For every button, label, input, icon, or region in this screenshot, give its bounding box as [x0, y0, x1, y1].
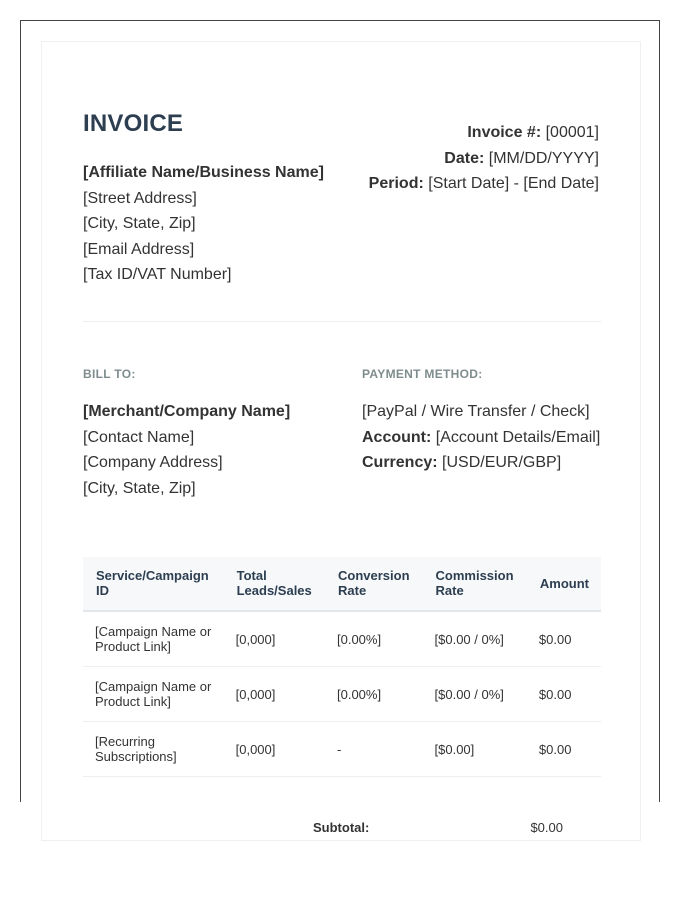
sender-block — [83, 160, 324, 288]
payment-method-label: PAYMENT METHOD: — [362, 367, 483, 381]
subtotal-value: $0.00 — [530, 820, 563, 835]
bill-to-address: [Company Address] — [83, 454, 223, 471]
invoice-period-label: Period: — [368, 175, 424, 192]
cell-conversion: [0.00%] — [325, 611, 423, 667]
cell-service: [Campaign Name or Product Link] — [83, 611, 224, 667]
subtotal-row — [83, 820, 601, 834]
sender-tax-id: [Tax ID/VAT Number] — [83, 266, 232, 283]
cell-service: [Campaign Name or Product Link] — [83, 667, 224, 722]
subtotal-label: Subtotal: — [313, 820, 370, 835]
header-divider — [83, 321, 601, 322]
header-commission: Commission Rate — [423, 557, 527, 611]
invoice-card — [41, 41, 641, 841]
cell-leads: [0,000] — [224, 722, 325, 777]
cell-amount: $0.00 — [527, 722, 601, 777]
bill-to-city: [City, State, Zip] — [83, 479, 196, 497]
cell-amount: $0.00 — [527, 667, 601, 722]
invoice-period-value: [Start Date] - [End Date] — [428, 175, 599, 192]
bill-to-company: [Merchant/Company Name] — [83, 403, 291, 420]
document-viewport — [20, 20, 660, 835]
invoice-title: INVOICE — [83, 110, 184, 137]
payment-block — [362, 399, 600, 476]
cell-conversion: - — [325, 722, 423, 777]
bill-to-block — [83, 399, 290, 501]
payment-currency-line — [362, 450, 600, 476]
cell-commission: [$0.00] — [423, 722, 527, 777]
payment-account-line — [362, 425, 600, 451]
invoice-meta — [369, 120, 599, 197]
invoice-period-line — [369, 171, 599, 197]
invoice-date-label: Date: — [444, 149, 485, 167]
cell-service: [Recurring Subscriptions] — [83, 722, 224, 777]
invoice-date-value: [MM/DD/YYYY] — [488, 149, 599, 167]
invoice-date-line — [369, 146, 599, 172]
bill-to-contact: [Contact Name] — [83, 428, 195, 446]
line-items-table — [83, 557, 601, 777]
table-row — [83, 667, 601, 722]
payment-currency-value: [USD/EUR/GBP] — [442, 454, 562, 471]
cell-leads: [0,000] — [224, 667, 325, 722]
payment-account-label: Account: — [362, 428, 432, 446]
cell-commission: [$0.00 / 0%] — [423, 667, 527, 722]
invoice-number-line — [369, 120, 599, 146]
cell-commission: [$0.00 / 0%] — [423, 611, 527, 667]
cell-amount: $0.00 — [527, 611, 601, 667]
payment-method: [PayPal / Wire Transfer / Check] — [362, 403, 590, 420]
table-row — [83, 611, 601, 667]
cell-leads: [0,000] — [224, 611, 325, 667]
sender-street: [Street Address] — [83, 189, 197, 207]
payment-account-value: [Account Details/Email] — [435, 428, 601, 446]
sender-name: [Affiliate Name/Business Name] — [83, 164, 324, 181]
bill-to-label: BILL TO: — [83, 367, 136, 381]
cell-conversion: [0.00%] — [325, 667, 423, 722]
sender-email: [Email Address] — [83, 240, 195, 258]
invoice-number-label: Invoice #: — [467, 124, 542, 141]
header-service: Service/Campaign ID — [83, 557, 224, 611]
payment-currency-label: Currency: — [362, 454, 438, 471]
table-header-row — [83, 557, 601, 611]
sender-city: [City, State, Zip] — [83, 215, 196, 232]
header-amount: Amount — [527, 557, 601, 611]
header-conversion: Conversion Rate — [325, 557, 423, 611]
header-leads: Total Leads/Sales — [224, 557, 325, 611]
table-row — [83, 722, 601, 777]
invoice-number-value: [00001] — [545, 124, 599, 141]
